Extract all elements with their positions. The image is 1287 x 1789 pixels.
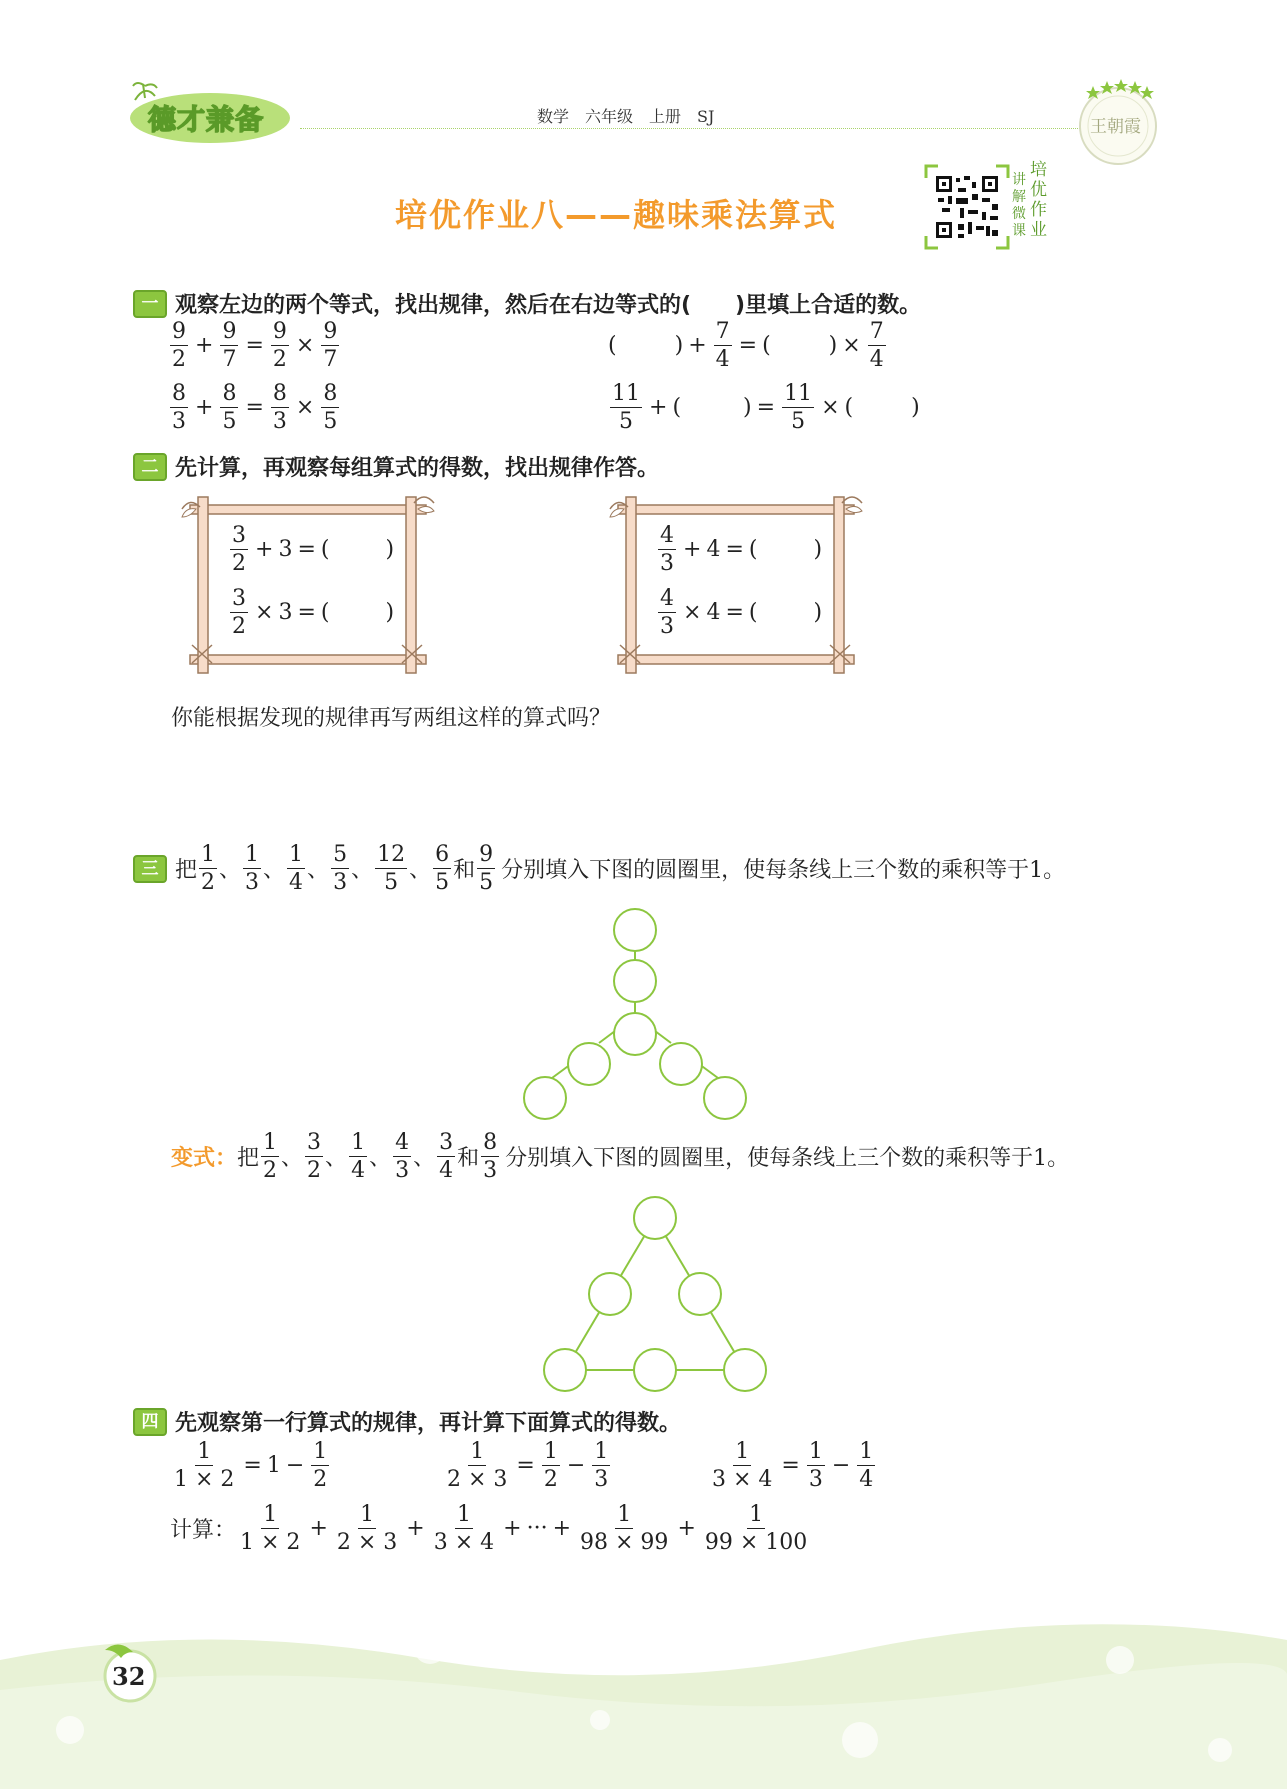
circle-slot [524,1077,566,1119]
circle-slot [614,909,656,951]
qr-label-2: 讲解微课 [1012,172,1026,239]
fraction: $\frac{9}{5}$ [479,842,494,896]
fraction: $\frac{8}{3}$ [483,1130,498,1184]
fraction: $\frac{5}{3}$ [333,842,348,896]
q4-text: 先观察第一行算式的规律，再计算下面算式的得数。 [175,1411,682,1436]
fraction: $\frac{9}{7}$ [222,319,237,373]
q1-left-eq-1: $\frac{9}{2}$ + $\frac{9}{7}$ = $\frac{9}{2}$ × $\frac{9}{7}$ [172,319,338,373]
q4-badge: 四 [133,1408,167,1436]
fraction: $\frac{1}{3}$ [245,842,260,896]
q1-text: 观察左边的两个等式，找出规律，然后在右边等式的( )里填上合适的数。 [175,293,922,318]
fraction: $\frac{12}{5}$ [377,842,406,896]
fraction: $\frac{1}{2}$ [201,842,216,896]
fraction: $\frac{1}{4}$ [351,1130,366,1184]
fraction: $\frac{1}{2}$ [263,1130,278,1184]
circle-slot [704,1077,746,1119]
fraction: $\frac{1}{1 \times 2}$ [174,1439,235,1493]
circle-slot [634,1197,676,1239]
brand-name: 德才兼备 [148,103,265,136]
qr-code[interactable] [924,164,1010,250]
q1-right-eq-2: $\frac{11}{5}$ + ( ) = $\frac{11}{5}$ × ( ) [612,381,920,435]
header-divider [300,128,1080,129]
q1-heading [133,288,921,319]
circle-slot [634,1349,676,1391]
fraction: $\frac{4}{3}$ [660,523,674,577]
circle-diagram-1 [515,900,755,1125]
circle-slot [614,1013,656,1055]
fraction: $\frac{4}{3}$ [395,1130,410,1184]
q2-badge: 二 [133,453,167,481]
qr-label-1: 培优作业 [1030,160,1047,240]
fraction: $\frac{1}{2 \times 3}$ [447,1439,508,1493]
fraction: $\frac{9}{2}$ [172,319,186,373]
fraction: $\frac{8}{3}$ [172,381,186,435]
q4-calc: 计算： $\frac{1}{1 \times 2}$ + $\frac{1}{2 \times 3}$ + $\frac{1}{3 \times 4}$ + ··· + $\frac{1}{98 \times 99}$ + $\frac{1}{99 \times 100}$ [170,1502,808,1556]
fraction: $\frac{3}{2}$ [307,1130,322,1184]
fraction: $\frac{6}{5}$ [435,842,450,896]
circle-slot [614,960,656,1002]
wood-frame-1 [178,495,443,675]
variant-label: 变式： [171,1146,238,1172]
q4-heading [133,1406,681,1437]
q2-prompt: 你能根据发现的规律再写两组这样的算式吗？ [171,706,612,731]
q1-left-eq-2: $\frac{8}{3}$ + $\frac{8}{5}$ = $\frac{8}{3}$ × $\frac{8}{5}$ [172,381,338,435]
fraction: $\frac{11}{5}$ [784,381,813,435]
fraction: $\frac{1}{2 \times 3}$ [336,1502,398,1556]
q2-text: 先计算，再观察每组算式的得数，找出规律作答。 [175,456,660,481]
fraction: $\frac{8}{5}$ [222,381,237,435]
fraction: $\frac{1}{3 \times 4}$ [433,1502,495,1556]
fraction: $\frac{1}{3}$ [808,1439,823,1493]
fraction: $\frac{9}{7}$ [323,319,338,373]
fraction: $\frac{1}{2}$ [313,1439,328,1493]
fraction: $\frac{1}{3}$ [594,1439,609,1493]
fraction: $\frac{1}{3 \times 4}$ [712,1439,773,1493]
circle-slot [544,1349,586,1391]
circle-slot [568,1043,610,1085]
q4-example-2: $\frac{1}{2 \times 3}$ = $\frac{1}{2}$ − $\frac{1}{3}$ [447,1439,609,1493]
circle-slot [724,1349,766,1391]
circle-diagram-2 [535,1190,775,1395]
q3-heading: 三 把 $\frac{1}{2}$ 、 $\frac{1}{3}$ 、 $\frac{1}{4}$ 、 $\frac{5}{3}$ 、 $\frac{12}{5}$ 、 $\frac{6}{5}$ 和 $\frac{9}{5}$ 分别填入下图的圆圈里，使每条线上三个数的乘积等于1。 [133,843,1065,894]
q2-box1-eq1: $\frac{3}{2}$ + 3 = ( ) [232,523,395,577]
q3-variant: 变式： 把 $\frac{1}{2}$ 、 $\frac{3}{2}$ 、 $\frac{1}{4}$ 、 $\frac{4}{3}$ 、 $\frac{3}{4}$ 和 $\frac{8}{3}$ 分别填入下图的圆圈里，使每条线上三个数的乘积等于1。 [171,1130,1070,1184]
fraction: $\frac{1}{4}$ [859,1439,874,1493]
subject-line: 数学 六年级 上册 SJ [537,107,715,126]
page-title: 培优作业八——趣味乘法算式 [395,196,838,234]
page-number: 32 [112,1662,146,1691]
q4-example-1: $\frac{1}{1 \times 2}$ = 1 − $\frac{1}{2}$ [174,1439,328,1493]
calc-label: 计算： [170,1518,237,1544]
q2-box2-eq2: $\frac{4}{3}$ × 4 = ( ) [660,586,823,640]
wood-frame-2 [606,495,871,675]
seal-text: 王朝霞 [1090,117,1141,137]
fraction: $\frac{7}{4}$ [869,319,884,373]
fraction: $\frac{3}{2}$ [232,586,246,640]
fraction: $\frac{4}{3}$ [660,586,674,640]
circle-slot [589,1273,631,1315]
fraction: $\frac{1}{1 \times 2}$ [240,1502,301,1556]
fraction: $\frac{1}{4}$ [289,842,304,896]
footer-wave [0,1600,1287,1789]
q4-example-3: $\frac{1}{3 \times 4}$ = $\frac{1}{3}$ − $\frac{1}{4}$ [712,1439,874,1493]
circle-slot [660,1043,702,1085]
fraction: $\frac{8}{5}$ [323,381,338,435]
q1-badge: 一 [133,290,167,318]
fraction: $\frac{1}{98 \times 99}$ [580,1502,669,1556]
fraction: $\frac{1}{2}$ [543,1439,558,1493]
fraction: $\frac{1}{99 \times 100}$ [704,1502,808,1556]
fraction: $\frac{8}{3}$ [272,381,287,435]
fraction: $\frac{7}{4}$ [715,319,730,373]
q2-heading [133,451,659,482]
q2-box2-eq1: $\frac{4}{3}$ + 4 = ( ) [660,523,823,577]
fraction: $\frac{11}{5}$ [612,381,640,435]
q3-badge: 三 [133,855,167,883]
circle-slot [679,1273,721,1315]
q1-right-eq-1: ( ) + $\frac{7}{4}$ = ( ) × $\frac{7}{4}$ [608,319,884,373]
fraction: $\frac{9}{2}$ [272,319,287,373]
fraction: $\frac{3}{4}$ [439,1130,454,1184]
q2-box1-eq2: $\frac{3}{2}$ × 3 = ( ) [232,586,395,640]
fraction: $\frac{3}{2}$ [232,523,246,577]
